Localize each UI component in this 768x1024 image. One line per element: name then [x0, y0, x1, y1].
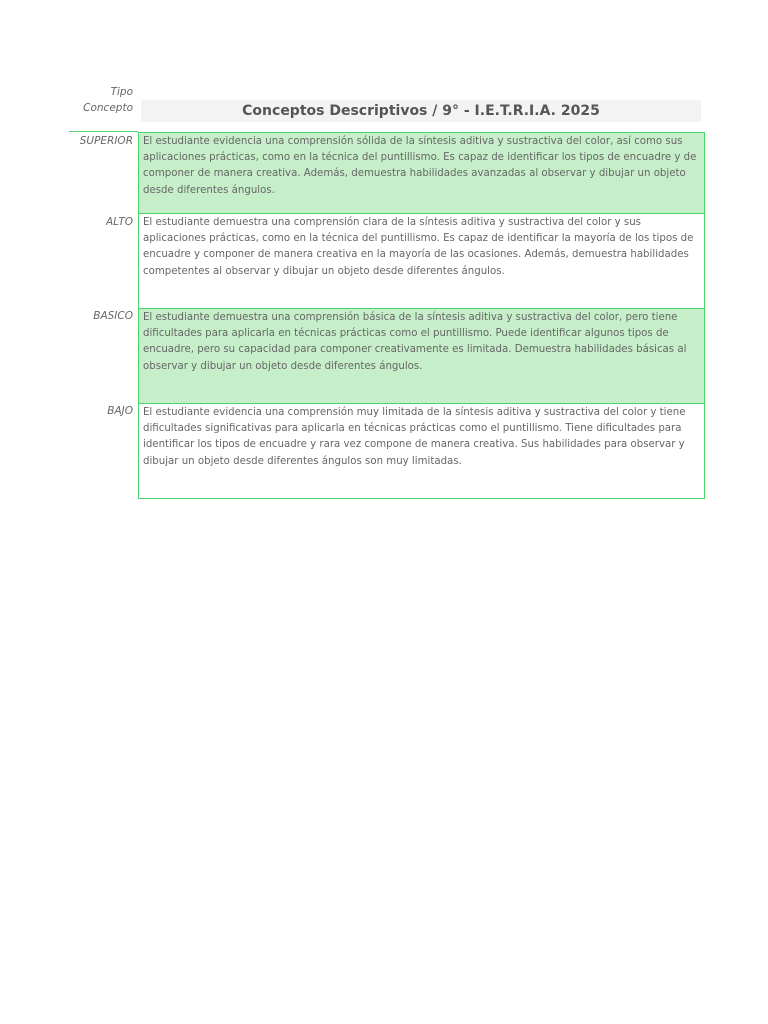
description-cell-alto: El estudiante demuestra una comprensión clara de la síntesis aditiva y sustractiva del color y sus aplicaciones prácticas, como en la técnica del puntillismo. Es capaz de identificar la mayoría de los tipos de encuadre y componer de manera creativa en la mayoría de las ocasiones. Además, demuestra habilidades competentes al observar y dibujar un objeto desde diferentes ángulos. [138, 213, 705, 309]
page-title: Conceptos Descriptivos / 9° - I.E.T.R.I.A. 2025 [242, 103, 600, 119]
row-label-superior: SUPERIOR [79, 135, 133, 147]
title-bar [141, 100, 701, 122]
type-label-line2: Concepto [83, 102, 133, 114]
type-label-line1: Tipo [110, 86, 133, 98]
row-label-basico: BASICO [93, 310, 133, 322]
type-concept-header [60, 84, 133, 116]
description-cell-superior: El estudiante evidencia una comprensión sólida de la síntesis aditiva y sustractiva del color, así como sus aplicaciones prácticas, como en la técnica del puntillismo. Es capaz de identificar los tipos de encuadre y de componer de manera creativa. Además, demuestra habilidades avanzadas al observar y dibujar un objeto desde diferentes ángulos. [138, 132, 705, 214]
description-cell-bajo: El estudiante evidencia una comprensión muy limitada de la síntesis aditiva y sustractiva del color y tiene dificultades significativas para aplicarla en técnicas prácticas como el puntillismo. Tiene dificultades para identificar los tipos de encuadre y rara vez compone de manera creativa. Sus habilidades para observar y dibujar un objeto desde diferentes ángulos son muy limitadas. [138, 403, 705, 499]
row-label-alto: ALTO [106, 216, 133, 228]
header-divider [69, 131, 138, 132]
description-cell-basico: El estudiante demuestra una comprensión básica de la síntesis aditiva y sustractiva del color, pero tiene dificultades para aplicarla en técnicas prácticas como el puntillismo. Puede identificar algunos tipos de encuadre, pero su capacidad para componer creativamente es limitada. Demuestra habilidades básicas al observar y dibujar un objeto desde diferentes ángulos. [138, 308, 705, 404]
row-label-bajo: BAJO [107, 405, 133, 417]
